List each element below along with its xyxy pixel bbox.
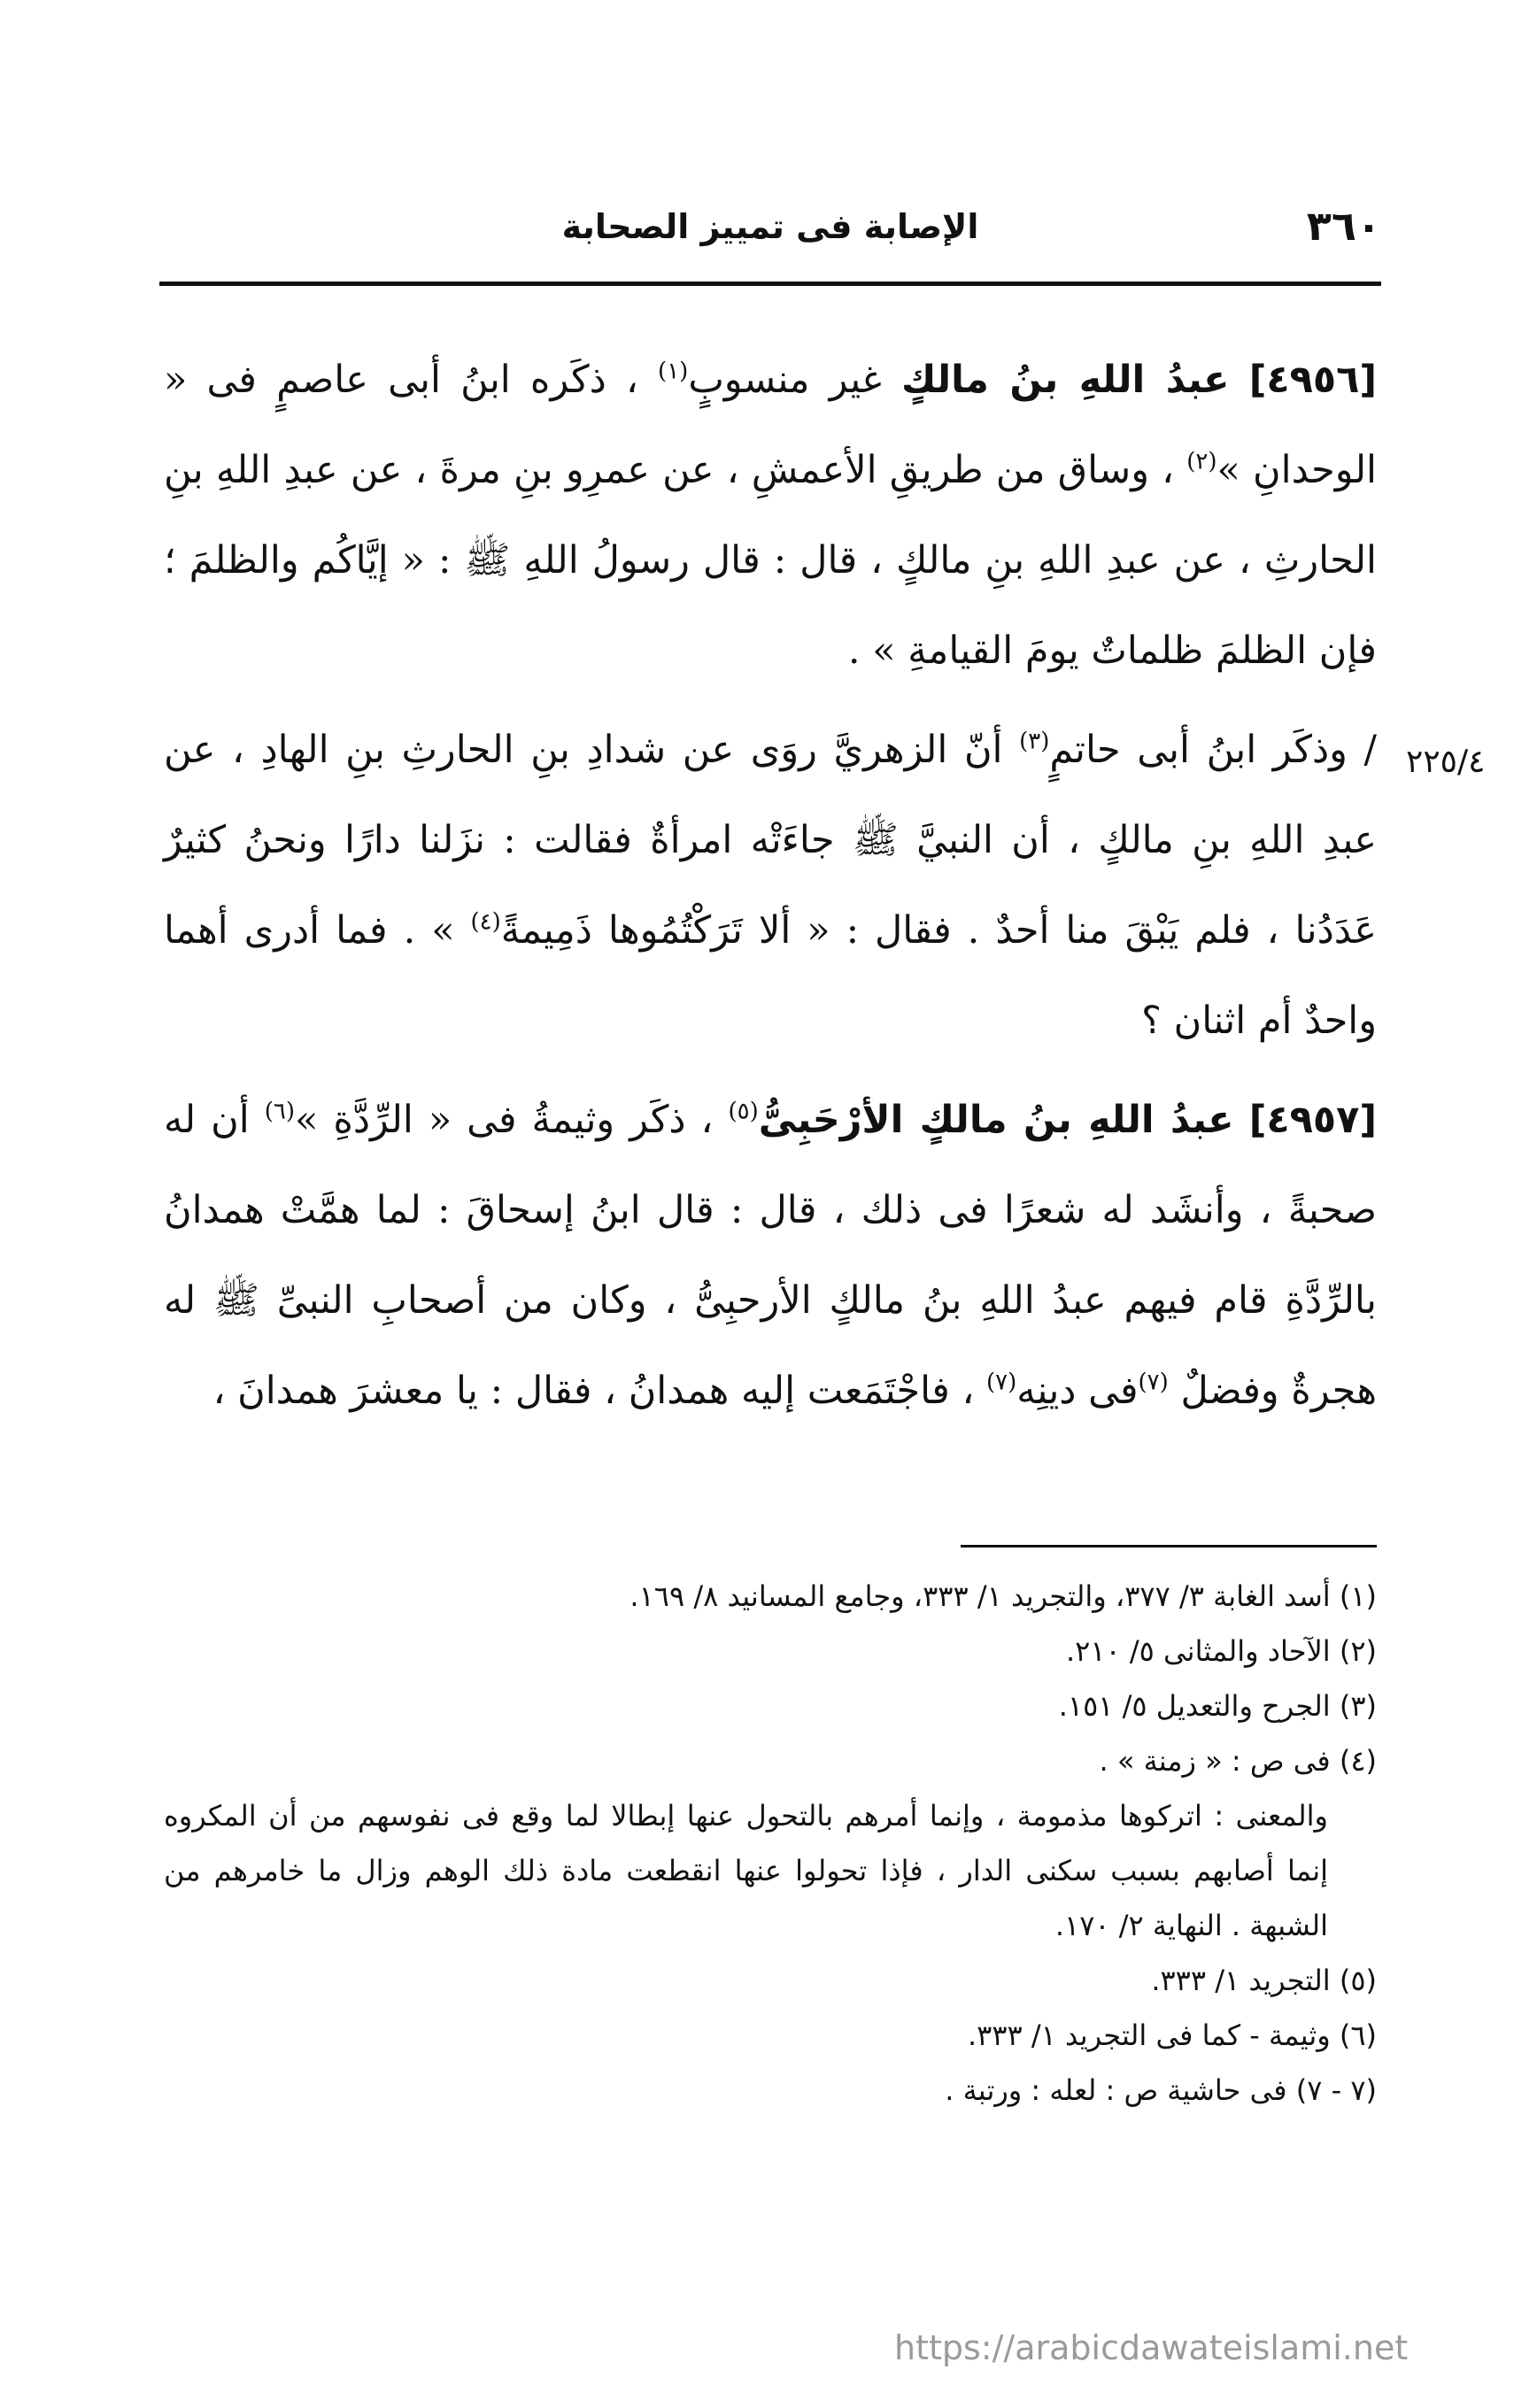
footnote-continuation: والمعنى : اتركوها مذمومة ، وإنما أمرهم بالتحول عنها إبطالا لما وقع فى نفوسهم من أن المكروه إنما أصابهم بسبب سكنى الدار ، فإذا تحولوا عنها انقطعت مادة ذلك الوهم وزال ما خامرهم من الشبهة . النهاية ٢/ ١٧٠.	[164, 1799, 1328, 1942]
footnotes	[164, 1569, 1377, 2118]
footnote-ref: (٢)	[1186, 448, 1217, 475]
entry-text: أن له صحبةً ، وأنشَد له شعرًا فى ذلك ، قال : قال ابنُ إسحاقَ : لما همَّتْ همدانُ بالرِّدَّةِ قام فيهم عبدُ اللهِ بنُ مالكٍ الأرحبِىُّ ، وكان من أصحابِ النبىِّ ﷺ له هجرةٌ وفضلٌ	[164, 1098, 1377, 1413]
entry-4956-continued	[164, 705, 1377, 1066]
entry-text: غير منسوبٍ	[688, 358, 882, 402]
entry-number: [٤٩٥٧]	[1248, 1098, 1377, 1142]
footnote: (٧ - ٧) فى حاشية ص : لعله : ورتبة .	[945, 2073, 1377, 2107]
footnote: (٦) وثيمة - كما فى التجريد ١/ ٣٣٣.	[967, 2018, 1377, 2052]
main-text	[164, 335, 1377, 1436]
entry-number: [٤٩٥٦]	[1248, 358, 1377, 402]
header-rule	[159, 282, 1381, 286]
watermark-url: https://arabicdawateislami.net	[894, 2328, 1409, 2367]
footnote-ref: (٧)	[1138, 1369, 1169, 1396]
entry-4957	[164, 1075, 1377, 1436]
footnote-ref: (٧)	[986, 1369, 1017, 1396]
footnote-ref: (١)	[658, 358, 689, 385]
entry-text: ، ذكَره ابنُ أبى عاصمٍ فى « الوحدانِ »	[164, 358, 1377, 492]
margin-note: ٢٢٥/٤	[1406, 744, 1486, 780]
entry-name: عبدُ اللهِ بنُ مالكٍ الأرْحَبِىُّ	[758, 1098, 1234, 1142]
footnote: (١) أسد الغابة ٣/ ٣٧٧، والتجريد ١/ ٣٣٣، وجامع المسانيد ٨/ ١٦٩.	[629, 1579, 1377, 1613]
entry-text: ، فاجْتَمَعت إليه همدانُ ، فقال : يا معشرَ همدانَ ،	[212, 1369, 975, 1413]
footnote: (٥) التجريد ١/ ٣٣٣.	[1151, 1964, 1377, 1997]
entry-4956	[164, 335, 1377, 696]
page-header	[159, 202, 1381, 264]
entry-text: » . فما أدرى أهما واحدٌ أم اثنان ؟	[164, 908, 1377, 1043]
footnote: (٢) الآحاد والمثانى ٥/ ٢١٠.	[1065, 1634, 1377, 1668]
footnote-ref: (٥)	[728, 1098, 759, 1125]
page-number: ٣٦٠	[1306, 202, 1381, 250]
footnote-ref: (٣)	[1019, 728, 1050, 755]
footnote: (٤) فى ص : « زمنة » .	[1099, 1744, 1377, 1778]
footnote-rule	[961, 1545, 1377, 1547]
entry-text: ، ذكَر وثيمةُ فى « الرِّدَّةِ »	[295, 1098, 714, 1142]
entry-text: أنّ الزهريَّ روَى عن شدادِ بنِ الحارثِ بنِ الهادِ ، عن عبدِ اللهِ بنِ مالكٍ ، أن النبيَّ ﷺ جاءَتْه امرأةٌ فقالت : نزَلنا دارًا ونحنُ كثيرٌ عَدَدُنا ، فلم يَبْقَ منا أحدٌ . فقال : « ألا تَرَكْتُمُوها ذَمِيمةً	[164, 728, 1377, 953]
footnote-ref: (٦)	[264, 1098, 296, 1125]
entry-text: / وذكَر ابنُ أبى حاتمٍ	[1049, 728, 1377, 772]
entry-text: ، وساق من طريقِ الأعمشِ ، عن عمرِو بنِ مرةَ ، عن عبدِ اللهِ بنِ الحارثِ ، عن عبدِ اللهِ بنِ مالكٍ ، قال : قال رسولُ اللهِ ﷺ : « إيَّاكُم والظلمَ ؛ فإن الظلمَ ظلماتٌ يومَ القيامةِ » .	[164, 448, 1377, 673]
running-title: الإصابة فى تمييز الصحابة	[561, 207, 979, 246]
entry-text: فى دينِه	[1016, 1369, 1139, 1413]
footnote-ref: (٤)	[470, 908, 501, 936]
footnote: (٣) الجرح والتعديل ٥/ ١٥١.	[1058, 1689, 1377, 1723]
entry-name: عبدُ اللهِ بنُ مالكٍ	[900, 358, 1230, 402]
